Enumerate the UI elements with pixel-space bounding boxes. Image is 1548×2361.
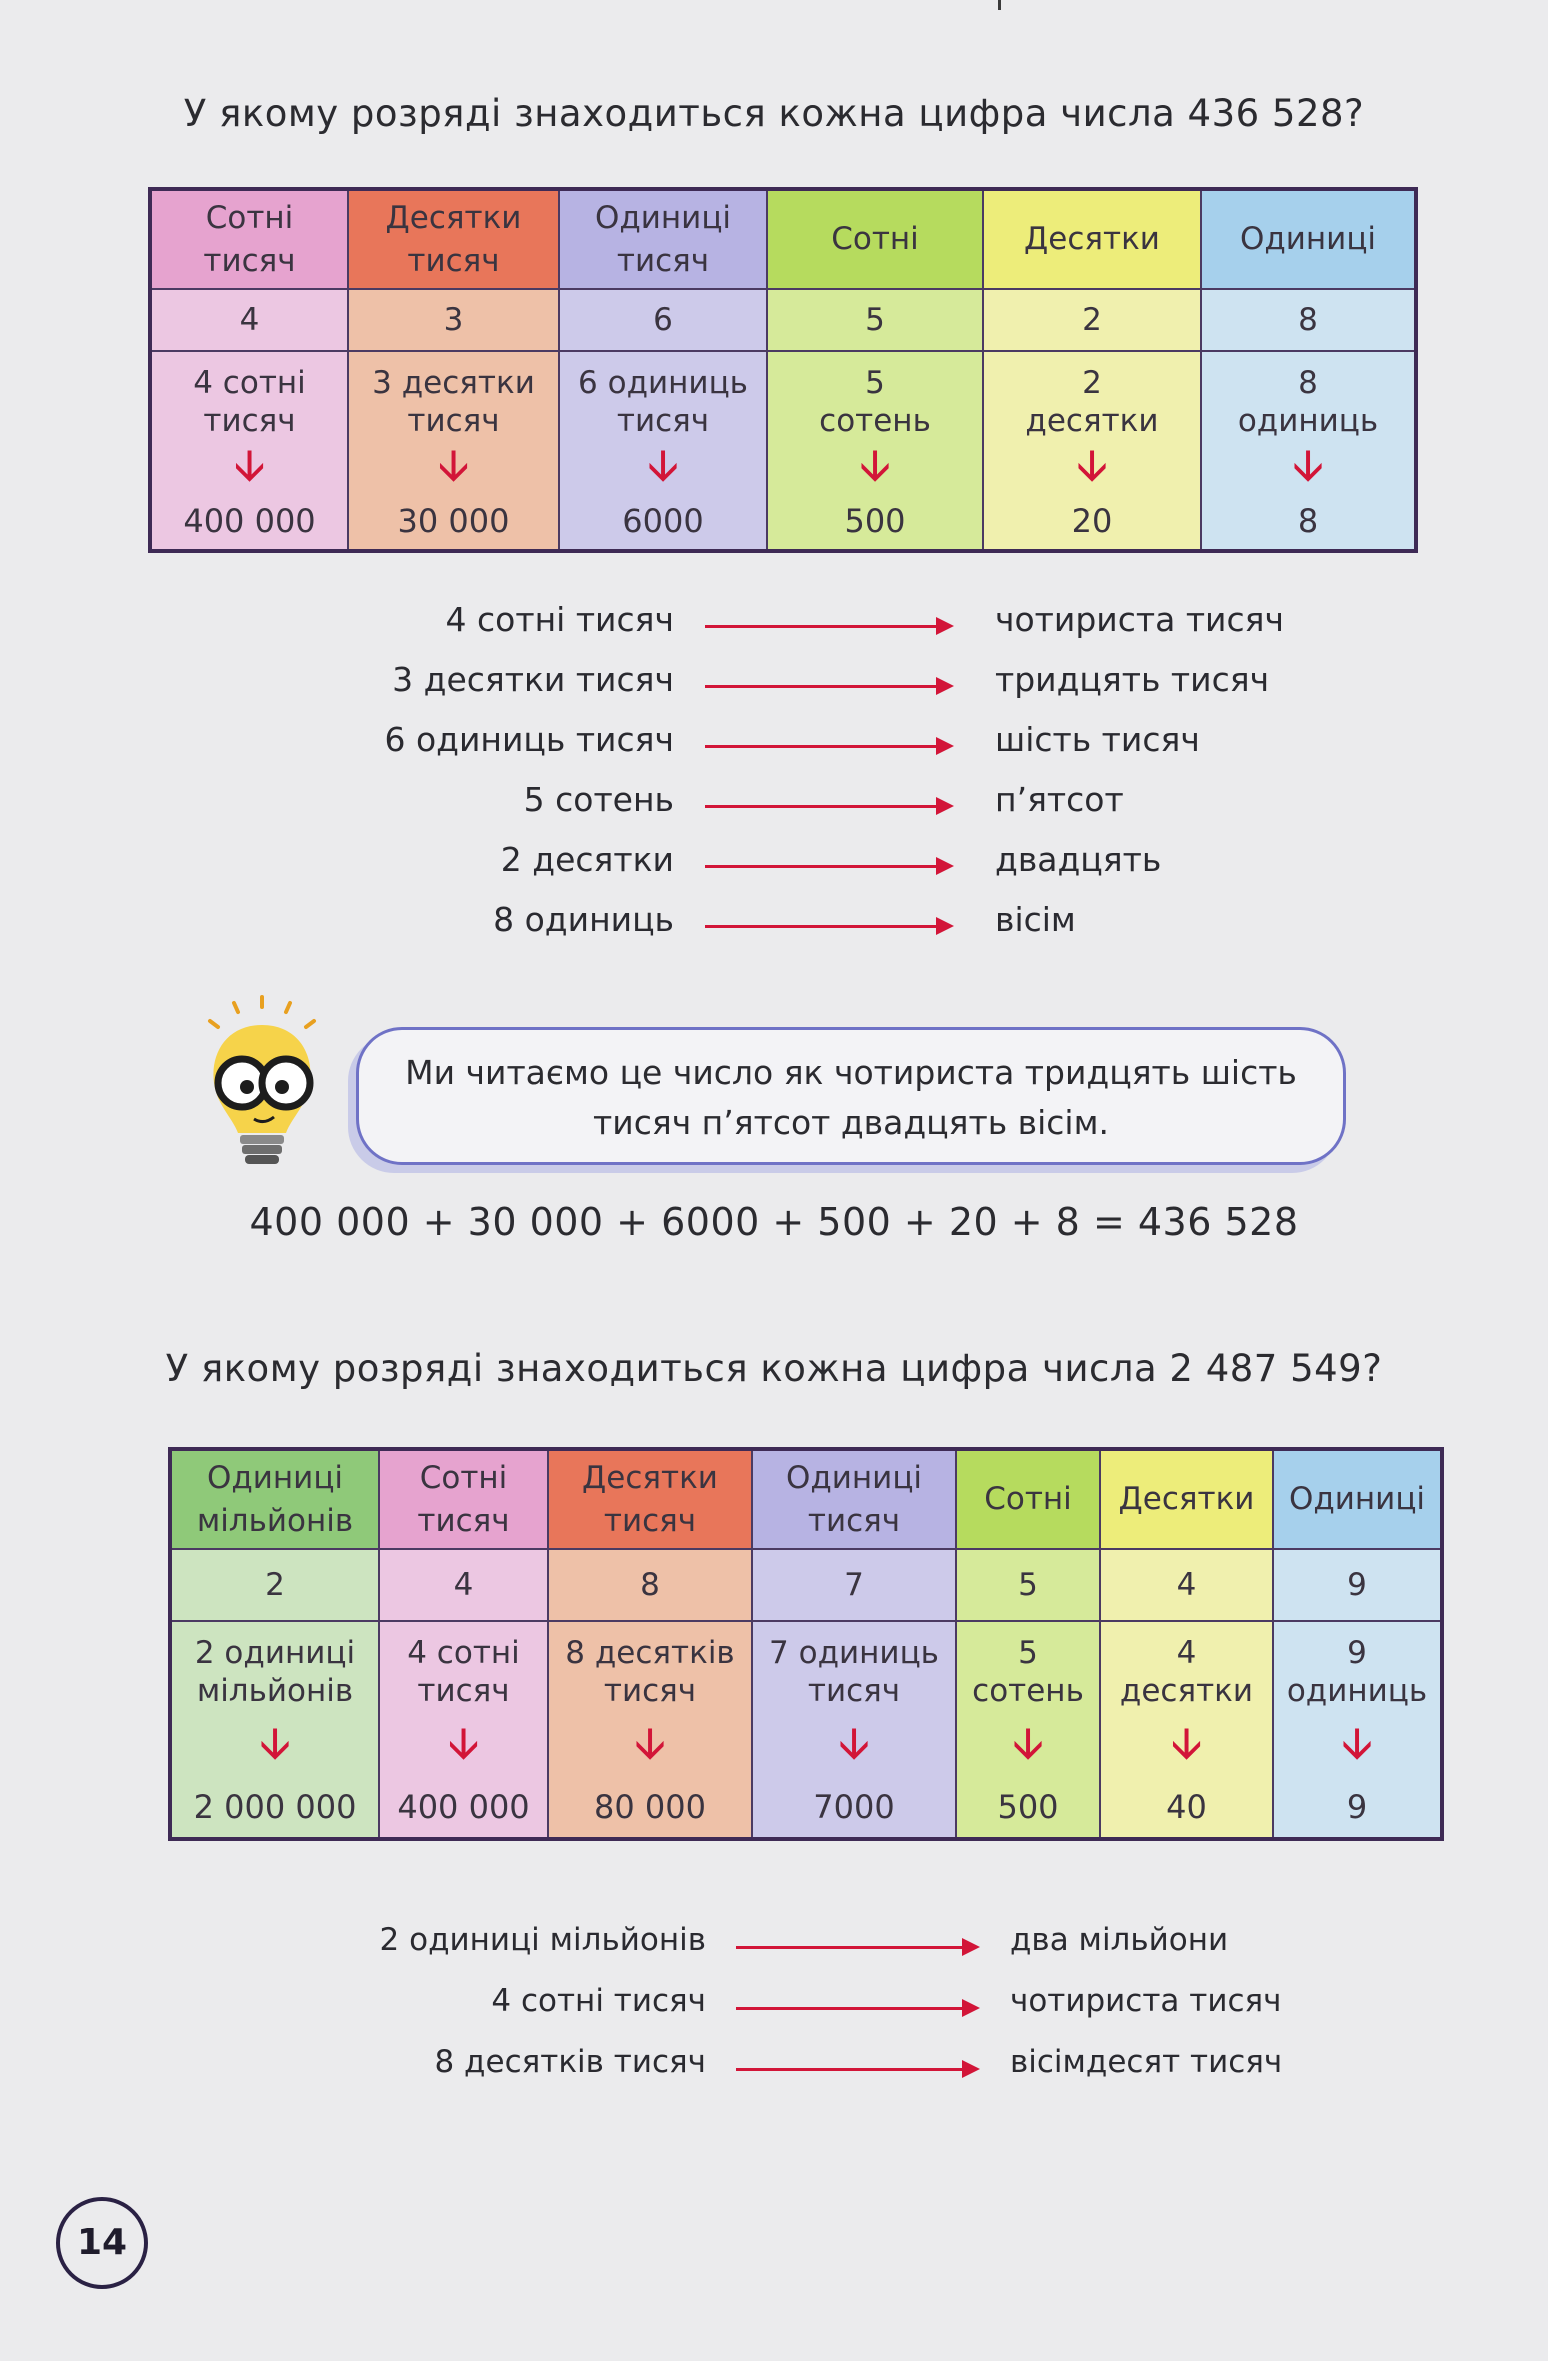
digit-cell: 8 (548, 1549, 752, 1621)
description-cell: 4 десятки 🡫 40 (1100, 1621, 1273, 1839)
header-hundreds: Сотні (767, 189, 983, 289)
digit-cell: 4 (150, 289, 348, 351)
down-arrow-icon: 🡫 (1012, 1718, 1044, 1769)
list-item: 4 сотні тисяч чотириста тисяч (491, 1983, 1282, 2019)
right-arrow-icon (705, 865, 950, 868)
header-thousands: Одиниці тисяч (752, 1449, 956, 1549)
list-item: 5 сотень п’ятсот (523, 780, 1124, 819)
place-value-table-1 (148, 187, 1418, 553)
down-arrow-icon: 🡫 (1170, 1718, 1203, 1769)
list-item: 3 десятки тисяч тридцять тисяч (392, 660, 1270, 699)
down-arrow-icon: 🡫 (259, 1718, 291, 1769)
header-hundred-thousands: Сотні тисяч (150, 189, 348, 289)
description-cell: 8 десятків тисяч 🡫 80 000 (548, 1621, 752, 1839)
down-arrow-icon: 🡫 (233, 440, 266, 491)
list-item: 8 одиниць вісім (493, 900, 1076, 939)
digit-cell: 7 (752, 1549, 956, 1621)
header-units: Одиниці (1201, 189, 1416, 289)
digit-cell: 5 (767, 289, 983, 351)
down-arrow-icon: 🡫 (838, 1718, 870, 1769)
header-ten-thousands: Десятки тисяч (348, 189, 559, 289)
list-item: 2 одиниці мільйонів два мільйони (379, 1922, 1229, 1958)
top-mark (998, 0, 1001, 10)
header-ten-thousands: Десятки тисяч (548, 1449, 752, 1549)
right-arrow-icon (705, 625, 950, 628)
lightbulb-mascot-icon (192, 995, 332, 1175)
digit-cell: 8 (1201, 289, 1416, 351)
down-arrow-icon: 🡫 (1341, 1718, 1373, 1769)
header-units: Одиниці (1273, 1449, 1442, 1549)
down-arrow-icon: 🡫 (859, 440, 891, 491)
list-item: 8 десятків тисяч вісімдесят тисяч (434, 2044, 1283, 2080)
right-arrow-icon (705, 925, 950, 928)
header-thousands: Одиниці тисяч (559, 189, 767, 289)
description-cell: 6 одиниць тисяч 🡫 6000 (559, 351, 767, 551)
digit-cell: 9 (1273, 1549, 1442, 1621)
digit-cell: 4 (1100, 1549, 1273, 1621)
digit-cell: 6 (559, 289, 767, 351)
right-arrow-icon (705, 685, 950, 688)
down-arrow-icon: 🡫 (1076, 440, 1108, 491)
down-arrow-icon: 🡫 (647, 440, 679, 491)
description-cell: 2 одиниці мільйонів 🡫 2 000 000 (170, 1621, 379, 1839)
description-cell: 8 одиниць 🡫 8 (1201, 351, 1416, 551)
description-cell: 9 одиниць 🡫 9 (1273, 1621, 1442, 1839)
header-tens: Десятки (983, 189, 1201, 289)
down-arrow-icon: 🡫 (437, 440, 470, 491)
right-arrow-icon (705, 805, 950, 808)
header-hundreds: Сотні (956, 1449, 1100, 1549)
digit-cell: 2 (983, 289, 1201, 351)
right-arrow-icon (736, 2007, 976, 2010)
description-cell: 2 десятки 🡫 20 (983, 351, 1201, 551)
digit-cell: 4 (379, 1549, 548, 1621)
list-item: 4 сотні тисяч чотириста тисяч (445, 600, 1284, 639)
header-tens: Десятки (1100, 1449, 1273, 1549)
description-cell: 5 сотень 🡫 500 (767, 351, 983, 551)
description-cell: 5 сотень 🡫 500 (956, 1621, 1100, 1839)
down-arrow-icon: 🡫 (634, 1718, 666, 1769)
digit-cell: 2 (170, 1549, 379, 1621)
right-arrow-icon (736, 1946, 976, 1949)
list-item: 2 десятки двадцять (500, 840, 1162, 879)
place-value-table-2 (168, 1447, 1444, 1841)
description-cell: 4 сотні тисяч 🡫 400 000 (379, 1621, 548, 1839)
header-millions: Одиниці мільйонів (170, 1449, 379, 1549)
list-item: 6 одиниць тисяч шість тисяч (384, 720, 1200, 759)
description-cell: 4 сотні тисяч 🡫 400 000 (150, 351, 348, 551)
right-arrow-icon (705, 745, 950, 748)
description-cell: 7 одиниць тисяч 🡫 7000 (752, 1621, 956, 1839)
question-1-title: У якому розряді знаходиться кожна цифра числа 436 528? (183, 92, 1365, 135)
question-2-title: У якому розряді знаходиться кожна цифра числа 2 487 549? (165, 1347, 1383, 1390)
digit-cell: 5 (956, 1549, 1100, 1621)
page-number: 14 (56, 2197, 148, 2289)
right-arrow-icon (736, 2068, 976, 2071)
description-cell: 3 десятки тисяч 🡫 30 000 (348, 351, 559, 551)
down-arrow-icon: 🡫 (1292, 440, 1324, 491)
digit-cell: 3 (348, 289, 559, 351)
expanded-form-equation: 400 000 + 30 000 + 6000 + 500 + 20 + 8 = 436 528 (249, 1200, 1299, 1244)
down-arrow-icon: 🡫 (447, 1718, 480, 1769)
speech-bubble: Ми читаємо це число як чотириста тридцять шість тисяч п’ятсот двадцять вісім. (356, 1027, 1346, 1165)
header-hundred-thousands: Сотні тисяч (379, 1449, 548, 1549)
